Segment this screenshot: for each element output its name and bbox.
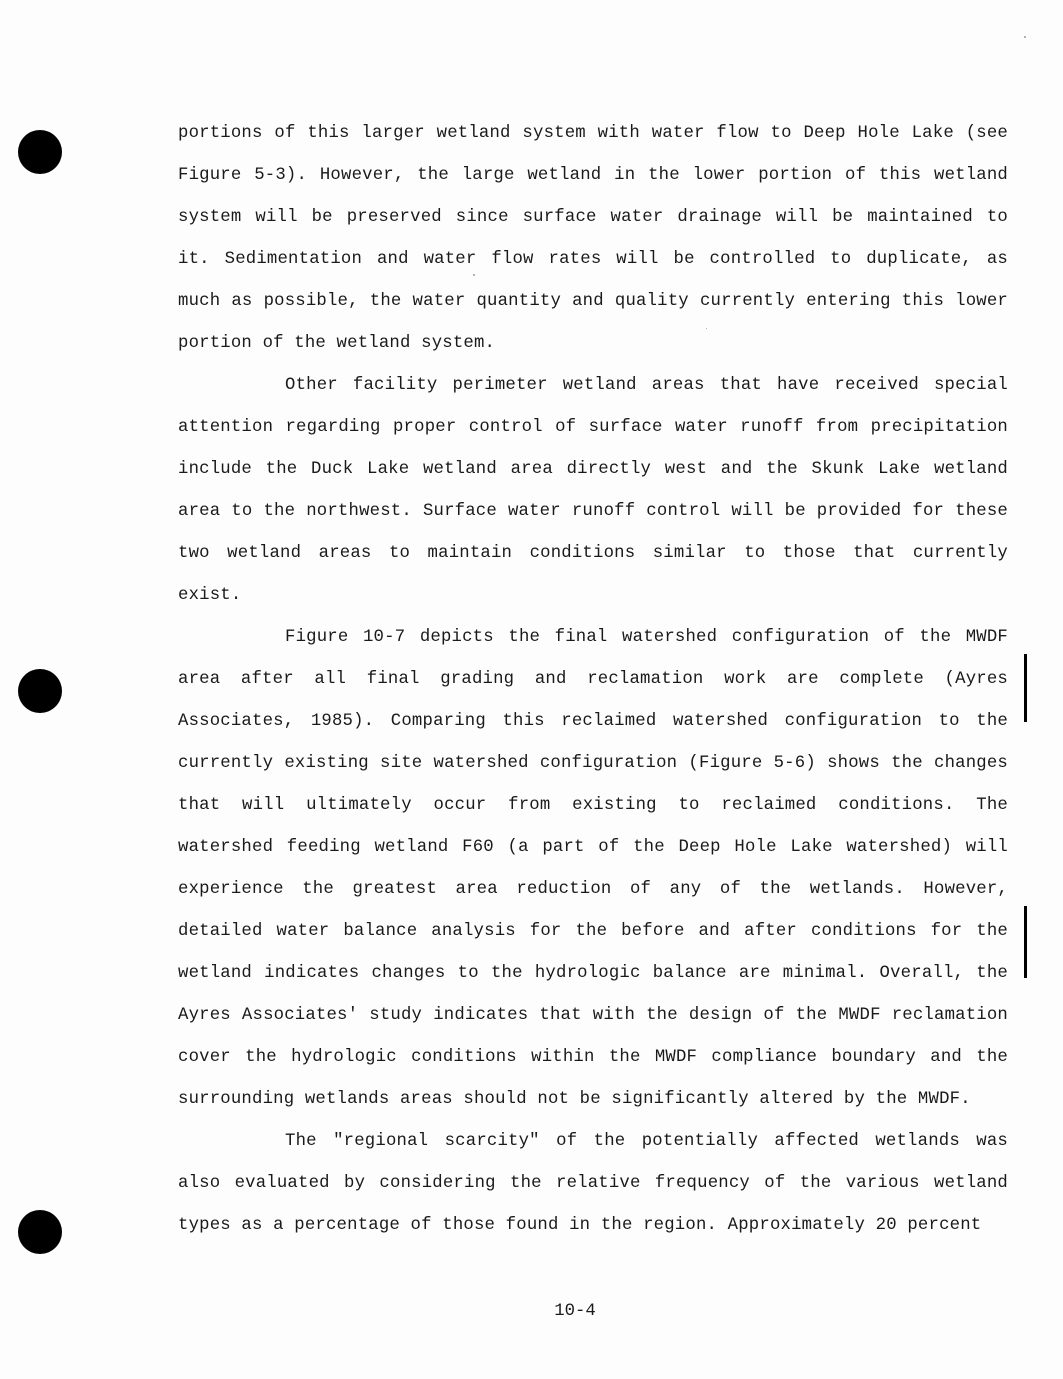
binder-hole-top <box>18 130 62 174</box>
paragraph-3: Figure 10-7 depicts the final watershed configuration of the MWDF area after all final grading and reclamation work are complete (Ayres Associates, 1985). Comparing this reclaimed watershed configuration to the currently existing site watershed configuration (Figure 5-6) shows the changes that will ultimately occur from existing to reclaimed conditions. The watershed feeding wetland F60 (a part of the Deep Hole Lake watershed) will experience the greatest area reduction of any of the wetlands. However, detailed water balance analysis for the before and after conditions for the wetland indicates changes to the hydrologic balance are minimal. Overall, the Ayres Associates' study indicates that with the design of the MWDF reclamation cover the hydrologic conditions within the MWDF compliance boundary and the surrounding wetlands areas should not be significantly altered by the MWDF. <box>178 628 1008 1109</box>
paragraph-4: The "regional scarcity" of the potentially affected wetlands was also evaluated by considering the relative frequency of the various wetland types as a percentage of those found in the region. Approximately 20 percent <box>178 1132 1008 1235</box>
binder-hole-middle <box>18 669 62 713</box>
paragraph-1: portions of this larger wetland system with water flow to Deep Hole Lake (see Figure 5-3). However, the large wetland in the lower portion of this wetland system will be preserved since surface water drainage will be maintained to it. Sedimentation and water flow rates will be controlled to duplicate, as much as possible, the water quantity and quality currently entering this lower portion of the wetland system. <box>178 124 1008 353</box>
revision-bar-2 <box>1024 906 1027 978</box>
page-number: 10-4 <box>554 1302 596 1321</box>
scan-speck <box>1024 36 1026 38</box>
revision-bar-1 <box>1024 654 1027 722</box>
body-text <box>178 113 1008 1247</box>
paragraph-2: Other facility perimeter wetland areas that have received special attention regarding proper control of surface water runoff from precipitation include the Duck Lake wetland area directly west and the Skunk Lake wetland area to the northwest. Surface water runoff control will be provided for these two wetland areas to maintain conditions similar to those that currently exist. <box>178 376 1008 605</box>
binder-hole-bottom <box>18 1210 62 1254</box>
